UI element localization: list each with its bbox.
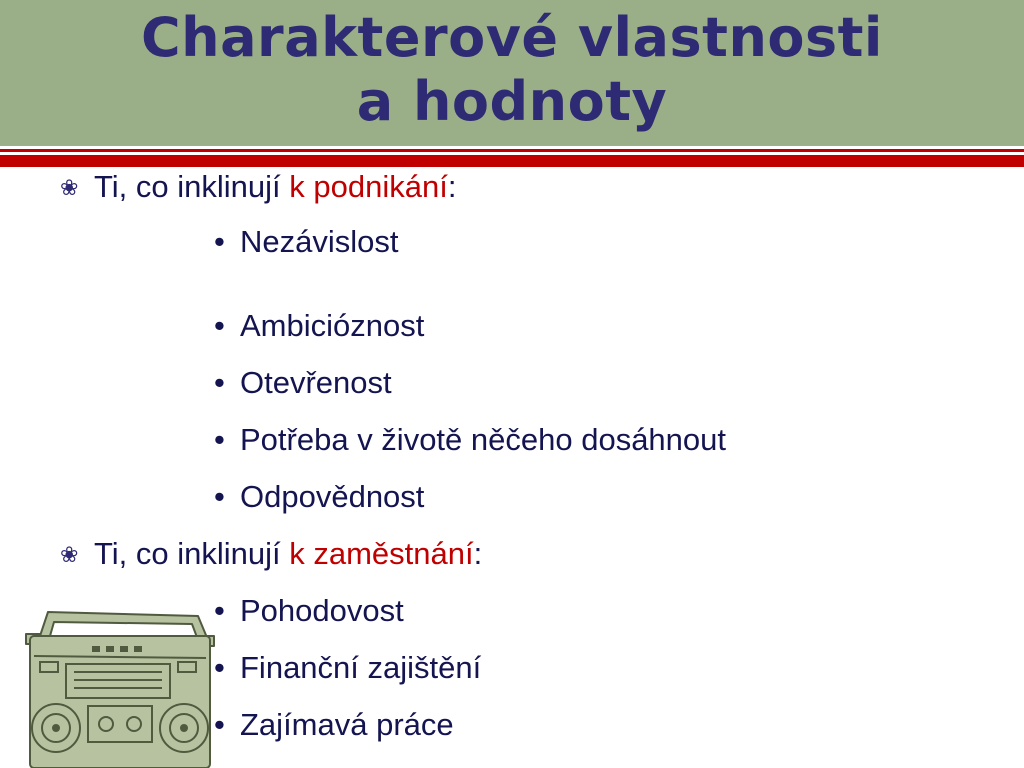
section-emphasis: k zaměstnání: [289, 536, 474, 571]
bullet-dot-icon: •: [214, 224, 225, 259]
section-heading-zamestnani: [60, 534, 482, 575]
bullet-dot-icon: •: [214, 479, 225, 514]
list-item-text: Odpovědnost: [240, 479, 425, 514]
list-item: [214, 705, 454, 745]
section-colon: :: [447, 169, 457, 204]
swirl-bullet-icon: ❀: [60, 542, 79, 567]
bullet-dot-icon: •: [214, 650, 225, 685]
list-item: [214, 477, 424, 517]
list-item-text: Zajímavá práce: [240, 707, 454, 742]
bullet-dot-icon: •: [214, 593, 225, 628]
swirl-bullet-icon: ❀: [60, 175, 79, 200]
boombox-radio-icon: [22, 606, 218, 768]
list-item-text: Nezávislost: [240, 224, 399, 259]
bullet-dot-icon: •: [214, 422, 225, 457]
list-item-text: Potřeba v životě něčeho dosáhnout: [240, 422, 727, 457]
list-item: [214, 591, 404, 631]
list-item: [214, 306, 424, 346]
bullet-dot-icon: •: [214, 707, 225, 742]
section-colon: :: [473, 536, 483, 571]
section-lead: Ti, co inklinují: [94, 536, 290, 571]
bullet-dot-icon: •: [214, 365, 225, 400]
slide-title-line-1: Charakterové vlastnosti: [141, 6, 883, 69]
section-emphasis: k podnikání: [289, 169, 448, 204]
list-item-text: Finanční zajištění: [240, 650, 482, 685]
slide-title-line-2: a hodnoty: [356, 70, 668, 133]
list-item: [214, 648, 481, 688]
list-item-text: Pohodovost: [240, 593, 404, 628]
list-item: [214, 363, 392, 403]
bullet-dot-icon: •: [214, 308, 225, 343]
list-item-text: Otevřenost: [240, 365, 392, 400]
section-heading-podnikani: [60, 167, 456, 208]
list-item: [214, 222, 399, 262]
list-item: [214, 420, 726, 460]
section-lead: Ti, co inklinují: [94, 169, 290, 204]
list-item-text: Ambicióznost: [240, 308, 425, 343]
